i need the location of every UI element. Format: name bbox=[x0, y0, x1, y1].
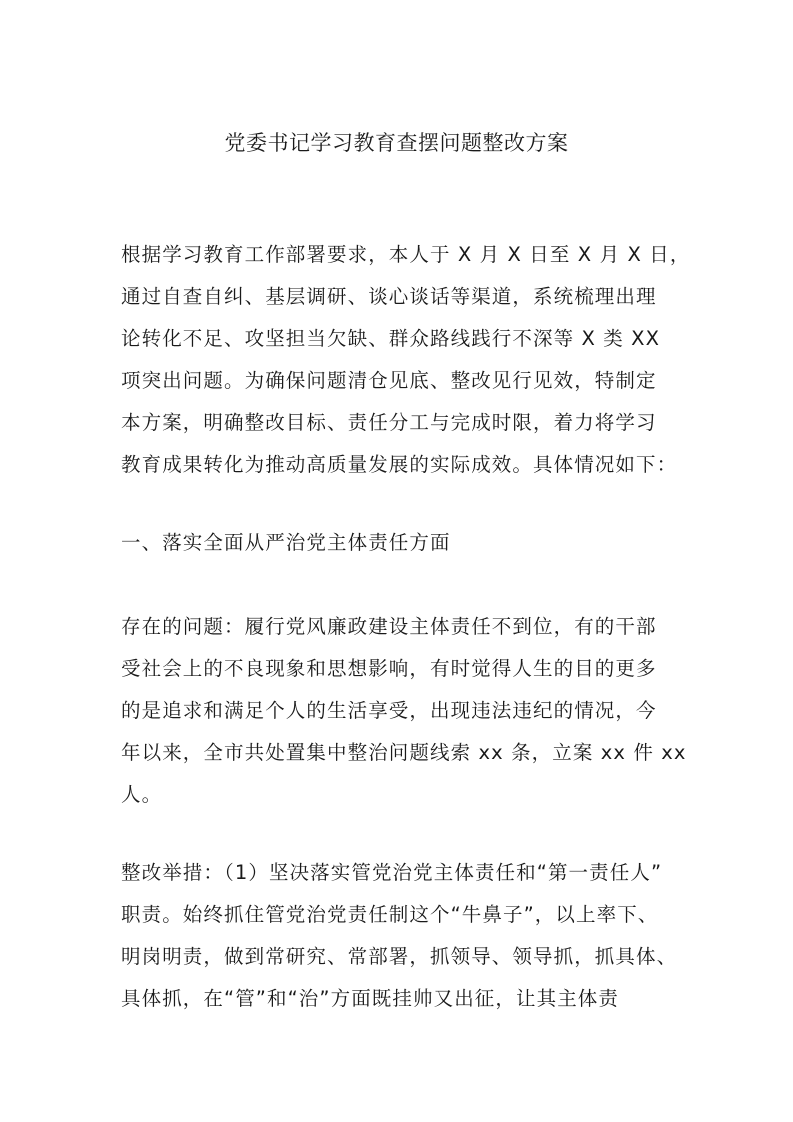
intro-line: 论转化不足、攻坚担当欠缺、群众路线践行不深等 X 类 XX bbox=[121, 327, 661, 350]
problem-line: 存在的问题：履行党风廉政建设主体责任不到位，有的干部 bbox=[121, 615, 657, 638]
problem-line: 的是追求和满足个人的生活享受，出现违法违纪的情况，今 bbox=[121, 699, 657, 722]
section-heading-text: 一、落实全面从严治党主体责任方面 bbox=[121, 531, 451, 554]
measure-line: 职责。始终抓住管党治党责任制这个“牛鼻子”，以上率下、 bbox=[121, 903, 659, 926]
problem-line: 年以来，全市共处置集中整治问题线索 xx 条，立案 xx 件 xx bbox=[121, 741, 687, 764]
section-heading bbox=[121, 522, 681, 564]
measures-paragraph bbox=[121, 852, 681, 1020]
measure-line: 整改举措：（1）坚决落实管党治党主体责任和“第一责任人” bbox=[121, 861, 663, 884]
intro-line: 项突出问题。为确保问题清仓见底、整改见行见效，特制定 bbox=[121, 369, 657, 392]
intro-paragraph bbox=[121, 234, 691, 486]
intro-line: 教育成果转化为推动高质量发展的实际成效。具体情况如下： bbox=[121, 453, 678, 476]
problem-paragraph bbox=[121, 606, 687, 816]
intro-line: 通过自查自纠、基层调研、谈心谈话等渠道，系统梳理出理 bbox=[121, 285, 657, 308]
problem-line: 人。 bbox=[121, 783, 163, 806]
intro-line: 根据学习教育工作部署要求，本人于 X 月 X 日至 X 月 X 日， bbox=[121, 243, 691, 266]
document-title: 党委书记学习教育查摆问题整改方案 bbox=[224, 131, 569, 155]
measure-line: 明岗明责，做到常研究、常部署，抓领导、领导抓，抓具体、 bbox=[121, 945, 678, 968]
problem-line: 受社会上的不良现象和思想影响，有时觉得人生的目的更多 bbox=[121, 657, 657, 680]
measure-line: 具体抓，在“管”和“治”方面既挂帅又出征，让其主体责 bbox=[121, 987, 620, 1010]
intro-line: 本方案，明确整改目标、责任分工与完成时限，着力将学习 bbox=[121, 411, 657, 434]
